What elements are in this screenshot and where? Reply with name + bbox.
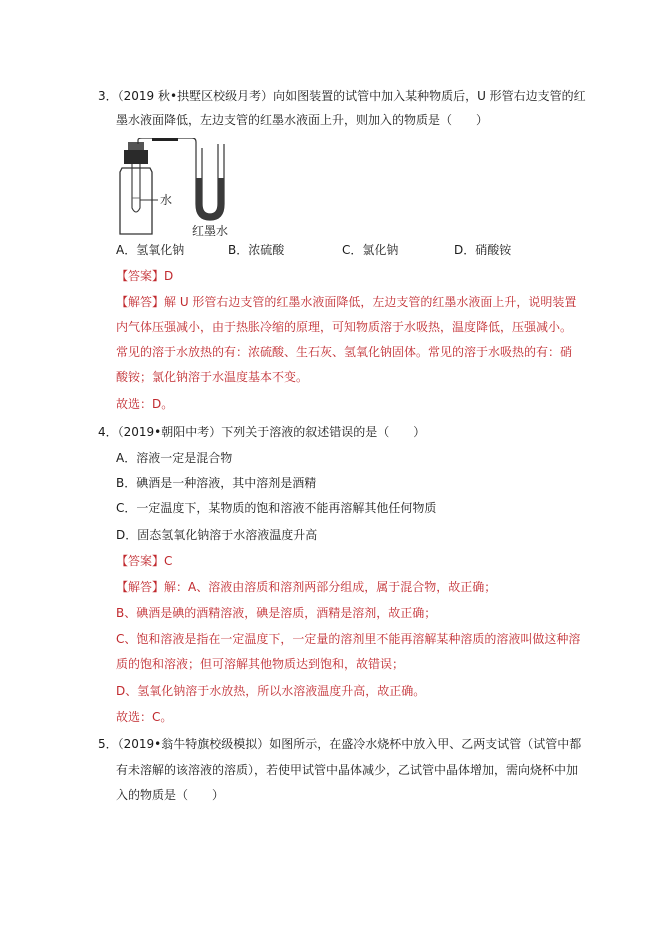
rubber-hose [152,138,178,141]
q4-analysis-line-2: B、碘酒是碘的酒精溶液，碘是溶质，酒精是溶剂，故正确； [116,606,437,620]
q3-analysis-line-1: 【解答】解 U 形管右边支管的红墨水液面降低，左边支管的红墨水液面上升，说明装置 [116,295,577,309]
q4-analysis-line-4: 质的饱和溶液；但可溶解其他物质达到饱和，故错误； [116,657,405,671]
q4-conclusion: 故选：C。 [116,710,173,724]
water-label: 水 [160,193,173,207]
q4-stem-line-1: 4．（2019•朝阳中考）下列关于溶液的叙述错误的是（ ） [98,425,426,439]
rubber-stopper [124,150,148,164]
q5-stem-line-2: 有未溶解的该溶液的溶质），若使甲试管中晶体减少，乙试管中晶体增加，需向烧杯中加 [116,763,579,777]
q4-option-d: D．固态氢氧化钠溶于水溶液温度升高 [116,528,318,542]
q3-option-d: D．硝酸铵 [454,243,512,257]
q3-analysis-line-3: 常见的溶于水放热的有：浓硫酸、生石灰、氢氧化钠固体。常见的溶于水吸热的有：硝 [116,345,573,359]
q4-analysis-line-1: 【解答】解：A、溶液由溶质和溶剂两部分组成，属于混合物，故正确； [116,580,497,594]
u-tube-inner [202,144,218,214]
stopper-top [128,142,144,150]
q4-answer: 【答案】C [116,554,173,568]
q3-stem-line-2: 墨水液面降低，左边支管的红墨水液面上升，则加入的物质是（ ） [116,113,489,127]
red-ink-label: 红墨水 [192,224,229,238]
q4-option-c: C．一定温度下，某物质的饱和溶液不能再溶解其他任何物质 [116,501,437,515]
q4-analysis-line-5: D、氢氧化钠溶于水放热，所以水溶液温度升高，故正确。 [116,684,426,698]
q3-stem-line-1: 3．（2019 秋•拱墅区校级月考）向如图装置的试管中加入某种物质后，U 形管右边支管的红 [98,89,586,103]
q3-analysis-line-4: 酸铵；氯化钠溶于水温度基本不变。 [116,370,309,384]
q3-option-a: A．氢氧化钠 [116,243,185,257]
apparatus-diagram [112,138,252,238]
q3-option-c: C．氯化钠 [342,243,399,257]
q3-apparatus-figure [112,138,252,238]
q5-stem-line-3: 入的物质是（ ） [116,788,225,802]
q5-stem-line-1: 5．（2019•翁牛特旗校级模拟）如图所示，在盛冷水烧杯中放入甲、乙两支试管（试管中都 [98,737,582,751]
q3-conclusion: 故选：D。 [116,397,174,411]
inner-test-tube [132,164,140,212]
q3-analysis-line-2: 内气体压强减小，由于热胀冷缩的原理，可知物质溶于水吸热，温度降低，压强减小。 [116,320,573,334]
q4-analysis-line-3: C、饱和溶液是指在一定温度下，一定量的溶剂里不能再溶解某种溶质的溶液叫做这种溶 [116,632,581,646]
q3-option-b: B．浓硫酸 [228,243,285,257]
q3-answer: 【答案】D [116,269,174,283]
q4-option-a: A．溶液一定是混合物 [116,451,233,465]
q4-option-b: B．碘酒是一种溶液，其中溶剂是酒精 [116,476,317,490]
wide-bottle [120,168,152,234]
